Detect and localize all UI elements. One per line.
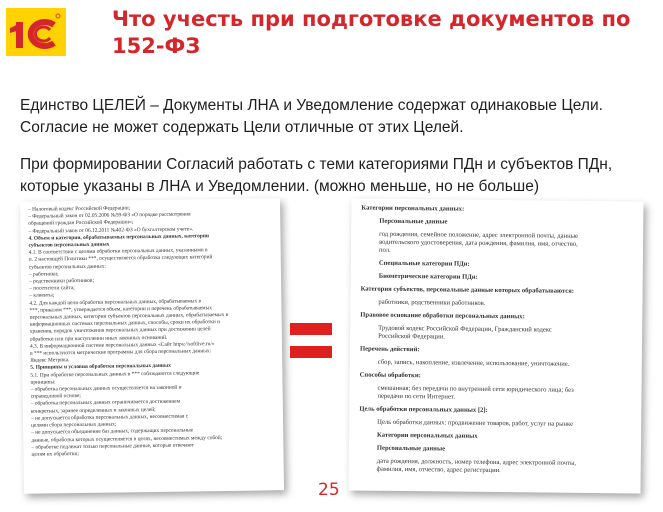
document-line: Категории персональных данных xyxy=(377,431,478,440)
document-line: – посетители сайта; xyxy=(29,285,75,292)
notification-document-image xyxy=(348,198,643,493)
document-line: Правовое основание обработки персональных данных: xyxy=(360,311,525,321)
document-line: субъектов персональных данных xyxy=(28,241,110,249)
document-line: – Федеральный закон от 06.12.2011 №402-ФЗ «О бухгалтерском учете». xyxy=(28,226,194,235)
document-line: Биометрические категории ПДн: xyxy=(378,272,478,281)
policy-document-image xyxy=(20,198,284,494)
slide-title: Что учесть при подготовке документов по 152-ФЗ xyxy=(112,7,631,58)
document-line: дата рождения, должность, номер телефона, адрес электронной почты, xyxy=(376,457,577,467)
document-line: – работники; xyxy=(28,271,59,278)
document-line: ***, приказом ***, утверждается объем, категории и перечень обрабатываемых xyxy=(29,305,212,314)
document-line: – клиенты; xyxy=(29,292,55,300)
document-line: п. 2 настоящей Политики ***, осуществляется обработка следующих категорий xyxy=(28,254,213,264)
equals-sign xyxy=(290,323,332,369)
equals-bar-bottom xyxy=(290,346,332,358)
document-line: данные, обработка которых осуществляется в целях, несовместимых между собой; xyxy=(31,434,223,444)
document-line: – Налоговый кодекс Российской Федерации; xyxy=(28,205,131,213)
document-line: Категории персональных данных: xyxy=(361,204,465,213)
document-line: 4.2. Для каждой цели обработки персональных данных, обрабатываемых в xyxy=(29,297,202,307)
document-line: 5. Принципы и условия обработки персональных данных xyxy=(30,363,171,372)
document-line: 5.1. При обработке персональных данных в *** соблюдаются следующие xyxy=(30,370,200,379)
document-line: 4. Объем и категории, обрабатываемых персональных данных, категории xyxy=(28,233,210,242)
document-line: Цель обработки персональных данных [2]: xyxy=(359,405,488,414)
document-line: целям их обработки; xyxy=(31,450,79,458)
document-line: Персональные данные xyxy=(376,444,446,453)
document-line: смешанная; без передачи по внутренней сети юридического лица; без xyxy=(377,384,574,394)
document-line: фамилия, имя, отчество, адрес регистрации. xyxy=(376,465,501,475)
document-line: Способы обработки: xyxy=(359,371,421,380)
document-line: информационных системах персональных данных, способы, сроки их обработки и xyxy=(29,319,220,328)
document-line: Специальные категории ПДн: xyxy=(378,259,470,268)
document-line: Персональные данные xyxy=(379,217,448,226)
document-line: водительского удостоверения, дата рождения, фамилия, имя, отчество, xyxy=(379,238,578,248)
document-line: – обработка персональных данных ограничивается достижением xyxy=(30,399,181,408)
document-line: Российской Федерации. xyxy=(378,332,446,341)
document-line: – обработка персональных данных осуществляется на законной и xyxy=(30,384,182,393)
document-line: справедливой основе; xyxy=(30,393,81,400)
document-line: пол. xyxy=(378,246,391,254)
1c-logo-icon xyxy=(6,8,66,56)
document-line: 4.1. В соответствии с целями обработки персональных данных, указанными в xyxy=(28,247,208,256)
document-line: сбор, запись, накопление, извлечение, использование, уничтожение. xyxy=(377,358,570,368)
document-line: – не допускается объединение баз данных, содержащих персональные xyxy=(31,427,194,436)
document-line: обращений граждан Российской Федерации»; xyxy=(28,219,134,228)
1c-logo xyxy=(6,8,66,56)
document-line: субъектов персональных данных: xyxy=(28,263,106,271)
document-line: обработки или при наступлении иных законных оснований. xyxy=(29,334,168,343)
document-line: – Федеральный закон от 02.05.2006 №59-ФЗ «О порядке рассмотрения xyxy=(28,211,191,220)
equals-bar-top xyxy=(290,323,332,335)
document-line: в *** используются метрические программы для сбора персональных данных: xyxy=(30,348,212,357)
paragraph-goals-unity: Единство ЦЕЛЕЙ – Документы ЛНА и Уведомление содержат одинаковые Цели. Согласие не может содержать Цели отличные от этих Целей. xyxy=(20,97,603,136)
page-number: 25 xyxy=(318,480,340,500)
document-line: – не допускается обработка персональных данных, несовместимая с xyxy=(30,413,189,422)
paragraph-consent-categories: При формировании Согласий работать с теми категориями ПДн и субъектов ПДн, которые указаны в ЛНА и Уведомлении. (можно меньше, но не больше) xyxy=(20,156,613,195)
document-line: Трудовой кодекс Российской Федерации, Гражданский кодекс xyxy=(378,324,552,334)
document-line: принципы: xyxy=(30,379,56,386)
document-line: Перечень действий: xyxy=(359,345,420,354)
document-line: Цель обработки данных: продвижение товаров, работ, услуг на рынке xyxy=(377,418,574,428)
document-line: конкретных, заранее определенных и законных целей; xyxy=(30,406,156,415)
document-line: целями сбора персональных данных; xyxy=(31,421,117,429)
document-line: 4.3. В информационной системе персональных данных «Сайт https://softlive.ru/» xyxy=(29,340,215,350)
document-line: Категория субъектов, персональные данные которых обрабатываются: xyxy=(360,285,575,295)
document-line: персональных данных, категории субъектов персональных данных, обрабатываемых в xyxy=(29,311,229,321)
document-line: год рождения, семейное положение, адрес электронной почты, данные xyxy=(379,230,579,240)
document-line: – родственники работников; xyxy=(29,277,94,285)
document-line: работники, родственники работников. xyxy=(378,298,486,307)
document-line: Яндекс Метрика. xyxy=(30,357,70,364)
document-line: – обработке подлежат только персональные данные, которые отвечают xyxy=(31,442,194,451)
document-line: передачи по сети Интернет. xyxy=(377,392,455,401)
document-line: хранения, порядок уничтожения персональных данных при достижении целей xyxy=(29,326,211,336)
